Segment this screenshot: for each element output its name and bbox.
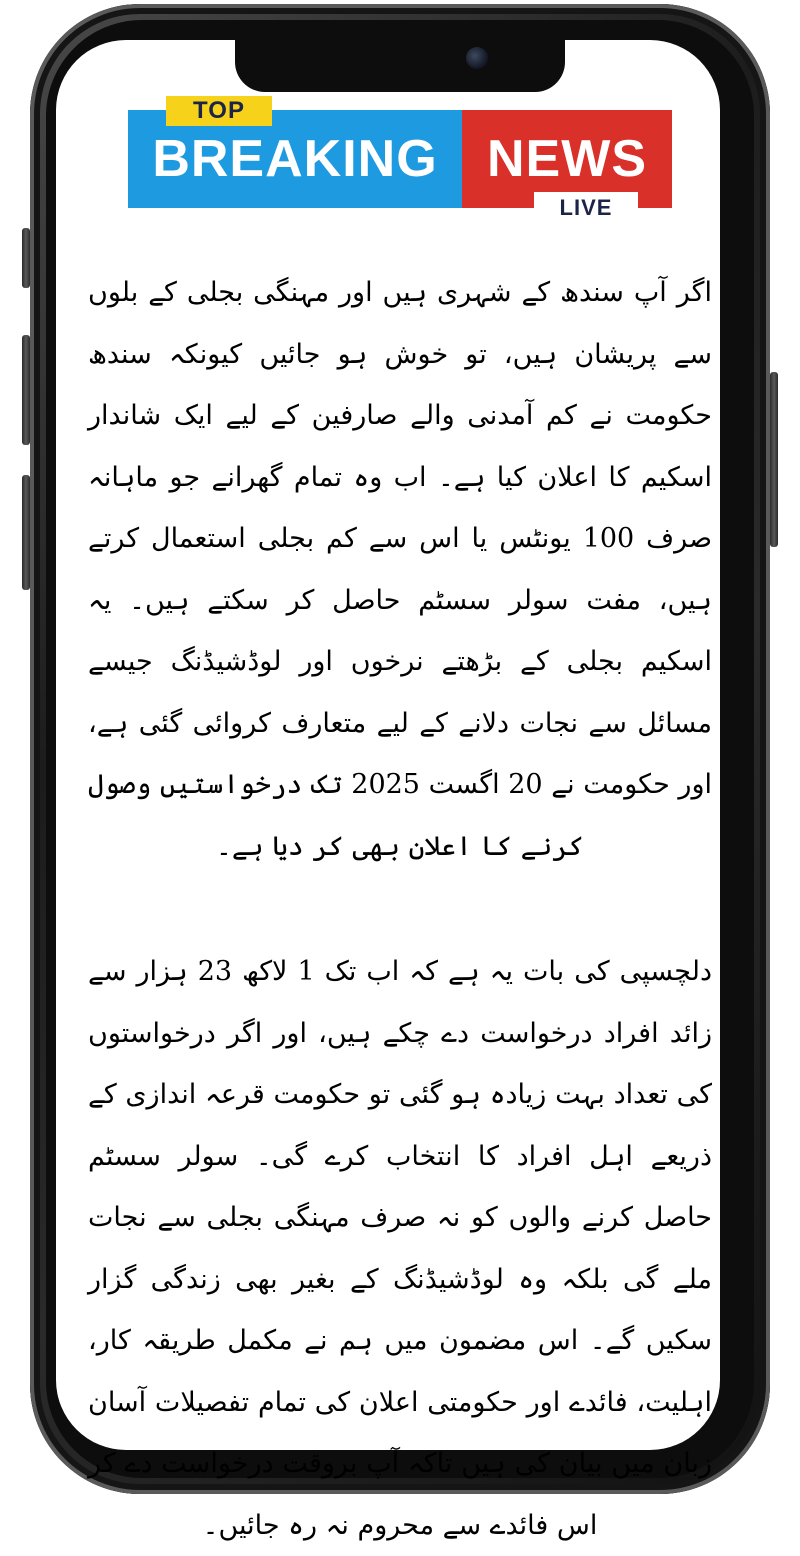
banner-news-label: NEWS [462,110,672,208]
phone-silent-switch [22,228,30,288]
phone-power-button [770,372,778,547]
article-body [88,262,712,1556]
phone-volume-up-button [22,335,30,445]
phone-volume-down-button [22,475,30,590]
breaking-news-banner [128,96,672,224]
banner-live-label: LIVE [534,192,638,224]
banner-breaking-label: BREAKING [128,110,462,208]
article-paragraph-1: اگر آپ سندھ کے شہری ہیں اور مہنگی بجلی کے بلوں سے پریشان ہیں، تو خوش ہو جائیں کیونکہ سندھ حکومت نے کم آمدنی والے صارفین کے لیے ایک شاندار اسکیم کا اعلان کیا ہے۔ اب وہ تمام گھرانے جو ماہانہ صرف 100 یونٹس یا اس سے کم بجلی استعمال کرتے ہیں، مفت سولر سسٹم حاصل کر سکتے ہیں۔ یہ اسکیم بجلی کے بڑھتے نرخوں اور لوڈشیڈنگ جیسے مسائل سے نجات دلانے کے لیے متعارف کروائی گئی ہے، اور حکومت نے 20 اگست 2025 تک درخواستیں وصول کرنے کا اعلان بھی کر دیا ہے۔ [88,277,712,862]
camera-icon [466,47,488,69]
article-paragraph-2: دلچسپی کی بات یہ ہے کہ اب تک 1 لاکھ 23 ہزار سے زائد افراد درخواست دے چکے ہیں، اور اگر درخواستوں کی تعداد بہت زیادہ ہو گئی تو حکومت قرعہ اندازی کے ذریعے اہل افراد کا انتخاب کرے گی۔ سولر سسٹم حاصل کرنے والوں کو نہ صرف مہنگی بجلی سے نجات ملے گی بلکہ وہ لوڈشیڈنگ کے بغیر بھی زندگی گزار سکیں گے۔ اس مضمون میں ہم نے مکمل طریقہ کار، اہلیت، فائدے اور حکومتی اعلان کی تمام تفصیلات آسان زبان میں بیان کی ہیں تاکہ آپ بروقت درخواست دے کر اس فائدے سے محروم نہ رہ جائیں۔ [88,956,712,1541]
banner-top-label: TOP [166,96,272,126]
phone-notch [235,40,565,92]
